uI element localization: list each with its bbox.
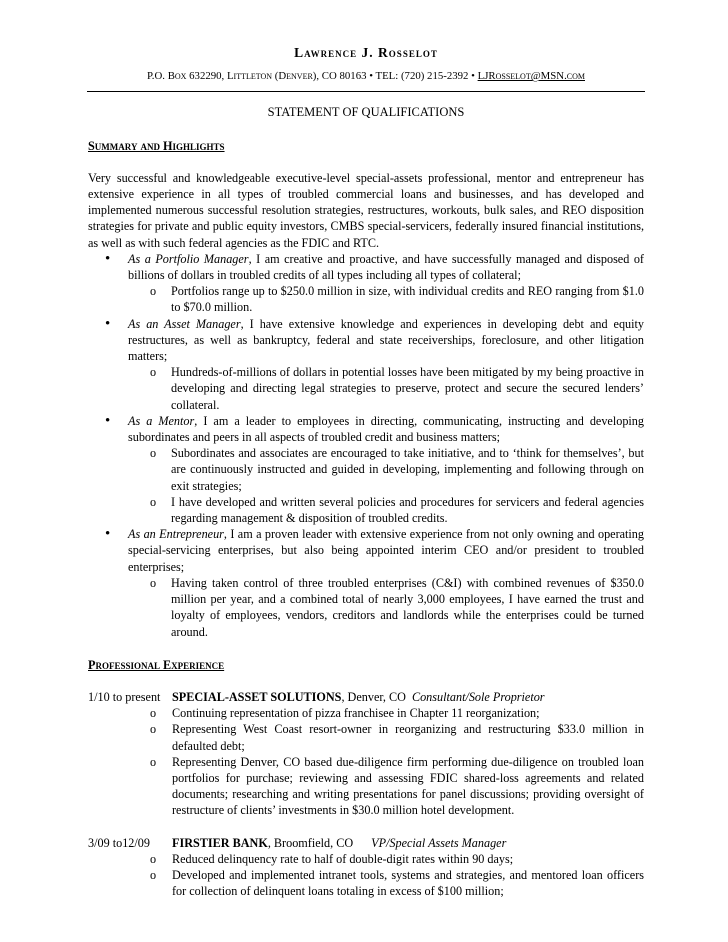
summary-intro: Very successful and knowledgeable executive-level special-assets professional, mentor and entrepreneur has extensive experience in all types of troubled commercial loans and businesses, and has developed and implemented numerous successful resolution strategies, restructures, workouts, bulk sales, and REO disposition strategies for private and public equity investors, CMBS special-servicers, federally insured financial institutions, as well as with such federal agencies as the FDIC and RTC. — [88, 170, 644, 250]
contact-line — [84, 68, 648, 84]
experience-heading: Professional Experience — [88, 657, 225, 672]
job-items — [88, 851, 644, 900]
bullet-text: , I am a leader to employees in directing, communicating, instructing and developing subordinates and peers in all aspects of troubled credit and business matters; — [128, 413, 644, 445]
sub-bullet: o Subordinates and associates are encouraged to take initiative, and to ‘think for themselves’, but are continuously instructed and guided in developing, implementing and following through on exit strategies; — [128, 445, 644, 494]
job-header — [88, 835, 644, 851]
contact-address-phone: P.O. Box 632290, Littleton (Denver), CO 80163 • TEL: (720) 215-2392 • — [147, 70, 478, 83]
summary-bullet-asset-manager — [88, 316, 644, 413]
candidate-name: Lawrence J. Rosselot — [294, 45, 438, 60]
sub-bullet: o Hundreds-of-millions of dollars in potential losses have been mitigated by my being proactive in developing and directing legal strategies to preserve, protect and secure the secured lenders’ collateral. — [128, 364, 644, 413]
bullet-text: , I am a proven leader with extensive experience from not only owning and operating special-servicing enterprises, but also being appointed interim CEO and/or president to troubled enterprises; — [128, 527, 644, 574]
resume-page — [88, 40, 644, 899]
job-location: , Broomfield, CO — [267, 835, 354, 850]
job-role: Consultant/Sole Proprietor — [411, 689, 545, 704]
sub-bullet: o I have developed and written several policies and procedures for servicers and federal agencies regarding management & disposition of troubled credits. — [128, 494, 644, 526]
job-company: FIRSTIER BANK — [172, 835, 268, 850]
job-title-line — [172, 835, 506, 851]
summary-bullets — [88, 251, 644, 640]
job-item: o Developed and implemented intranet tools, systems and strategies, and mentored loan officers for collection of delinquent loans totaling in excess of $100 million; — [88, 867, 644, 899]
sub-bullet: o Having taken control of three troubled enterprises (C&I) with combined revenues of $350.0 million per year, and a combined total of nearly 3,000 employees, I have earned the trust and loyalty of employees, vendors, creditors and landlords while the enterprises could be turned around. — [128, 575, 644, 640]
job-role: VP/Special Assets Manager — [371, 835, 507, 850]
contact-email-link[interactable]: LJRosselot@MSN.com — [477, 70, 585, 83]
bullet-text: , I am creative and proactive, and have successfully managed and disposed of billions of dollars in troubled credits of all types including all types of collateral; — [128, 251, 644, 283]
sub-bullet: o Portfolios range up to $250.0 million in size, with individual credits and REO ranging from $1.0 to $70.0 million. — [128, 283, 644, 315]
job-dates: 3/09 to12/09 — [88, 835, 150, 850]
job-entry — [88, 689, 644, 819]
bullet-lead: As an Asset Manager — [128, 316, 241, 331]
job-item: o Representing West Coast resort-owner in reorganizing and restructuring $33.0 million in defaulted debt; — [88, 721, 644, 753]
summary-bullet-mentor — [88, 413, 644, 526]
job-title-line — [172, 689, 545, 705]
bullet-lead: As an Entrepreneur — [128, 527, 224, 542]
bullet-text: , I have extensive knowledge and experiences in developing debt and equity restructures, as well as bankruptcy, federal and state receiverships, foreclosure, and other litigation matters; — [128, 316, 645, 364]
job-entry — [88, 835, 644, 900]
bullet-lead: As a Mentor — [128, 413, 195, 428]
job-item: o Continuing representation of pizza franchisee in Chapter 11 reorganization; — [88, 705, 644, 721]
job-items — [88, 705, 644, 818]
summary-heading: Summary and Highlights — [88, 138, 225, 153]
document-title: STATEMENT OF QUALIFICATIONS — [267, 105, 465, 120]
job-header — [88, 689, 644, 705]
summary-bullet-portfolio-manager — [88, 251, 644, 316]
job-item: o Reduced delinquency rate to half of double-digit rates within 90 days; — [88, 851, 644, 867]
summary-bullet-entrepreneur — [88, 526, 644, 639]
job-item: o Representing Denver, CO based due-diligence firm performing due-diligence on troubled loan portfolios for purchase; reviewing and assessing FDIC shared-loss agreements and related documents; researching and writing presentations for panel discussions; providing oversight of restructure of clients’ investments in $30.0 million hotel development. — [88, 754, 644, 819]
job-company: SPECIAL-ASSET SOLUTIONS — [172, 689, 342, 704]
header-divider — [87, 91, 645, 92]
bullet-lead: As a Portfolio Manager — [128, 251, 249, 266]
job-dates: 1/10 to present — [88, 689, 161, 704]
job-location: , Denver, CO — [341, 689, 406, 704]
